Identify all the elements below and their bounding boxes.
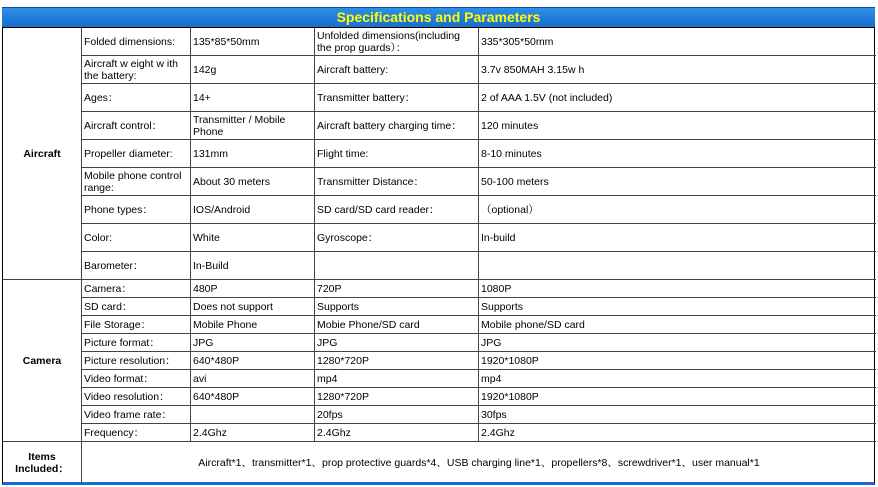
table-title: Specifications and Parameters [2,7,875,28]
spec-value: In-build [479,224,876,252]
spec-value: 3.7v 850MAH 3.15w h [479,56,876,84]
camera-group-label: Camera [3,280,82,442]
spec-value: 30fps [479,406,876,424]
spec-value: 1080P [479,280,876,298]
items-included-label: Items Included： [3,442,82,484]
spec-label: File Storage： [82,316,191,334]
spec-value: Does not support [191,298,315,316]
spec-label: Mobile phone control range: [82,168,191,196]
spec-value: Supports [315,298,479,316]
spec-label: Picture format： [82,334,191,352]
items-included-value: Aircraft*1、transmitter*1、prop protective guards*4、USB charging line*1、propellers*8、screwdriver*1、user manual*1 [198,457,760,469]
spec-value: 1280*720P [315,388,479,406]
spec-value: 480P [191,280,315,298]
spec-label: Aircraft battery: [315,56,479,84]
spec-label: Picture resolution： [82,352,191,370]
spec-value: In-Build [191,252,315,280]
spec-label: Flight time: [315,140,479,168]
spec-value: 20fps [315,406,479,424]
spec-label: Aircraft control： [82,112,191,140]
spec-value: mp4 [315,370,479,388]
spec-value: JPG [191,334,315,352]
spec-value: 640*480P [191,388,315,406]
spec-value: About 30 meters [191,168,315,196]
spec-label: Folded dimensions: [82,28,191,56]
spec-value: 135*85*50mm [191,28,315,56]
spec-label [315,252,479,280]
spec-value: 1920*1080P [479,388,876,406]
spec-label: Transmitter Distance： [315,168,479,196]
spec-value: 640*480P [191,352,315,370]
spec-label: Video frame rate： [82,406,191,424]
spec-value: 14+ [191,84,315,112]
spec-label: Frequency： [82,424,191,442]
spec-value: mp4 [479,370,876,388]
spec-value: White [191,224,315,252]
spec-label: Video format： [82,370,191,388]
spec-value: Mobile Phone [191,316,315,334]
spec-table [2,27,875,485]
spec-label: Aircraft w eight w ith the battery: [82,56,191,84]
spec-label: SD card： [82,298,191,316]
spec-value: 1280*720P [315,352,479,370]
spec-value: Transmitter / Mobile Phone [191,112,315,140]
aircraft-group-label: Aircraft [3,28,82,280]
spec-label: Transmitter battery： [315,84,479,112]
spec-value: 1920*1080P [479,352,876,370]
spec-value: 2.4Ghz [315,424,479,442]
spec-value: avi [191,370,315,388]
spec-value: 2.4Ghz [479,424,876,442]
spec-value: 335*305*50mm [479,28,876,56]
spec-value: JPG [479,334,876,352]
spec-label: Unfolded dimensions(including the prop guards）： [315,28,479,56]
spec-value: 131mm [191,140,315,168]
spec-value [191,406,315,424]
spec-value: 8-10 minutes [479,140,876,168]
spec-label: Video resolution： [82,388,191,406]
spec-value: 2 of AAA 1.5V (not included) [479,84,876,112]
spec-label: Aircraft battery charging time： [315,112,479,140]
spec-value: Mobie Phone/SD card [315,316,479,334]
spec-value: 720P [315,280,479,298]
spec-value: Mobile phone/SD card [479,316,876,334]
spec-label: Ages： [82,84,191,112]
spec-value: IOS/Android [191,196,315,224]
spec-value: （optional） [479,196,876,224]
spec-label: SD card/SD card reader： [315,196,479,224]
spec-label: Color: [82,224,191,252]
spec-value: Supports [479,298,876,316]
spec-label: Camera： [82,280,191,298]
spec-label: Barometer： [82,252,191,280]
spec-value: 120 minutes [479,112,876,140]
spec-label: Gyroscope： [315,224,479,252]
spec-value: 142g [191,56,315,84]
spec-value [479,252,876,280]
spec-label: Propeller diameter: [82,140,191,168]
spec-label: Phone types： [82,196,191,224]
spec-value: 2.4Ghz [191,424,315,442]
spec-value: JPG [315,334,479,352]
spec-value: 50-100 meters [479,168,876,196]
